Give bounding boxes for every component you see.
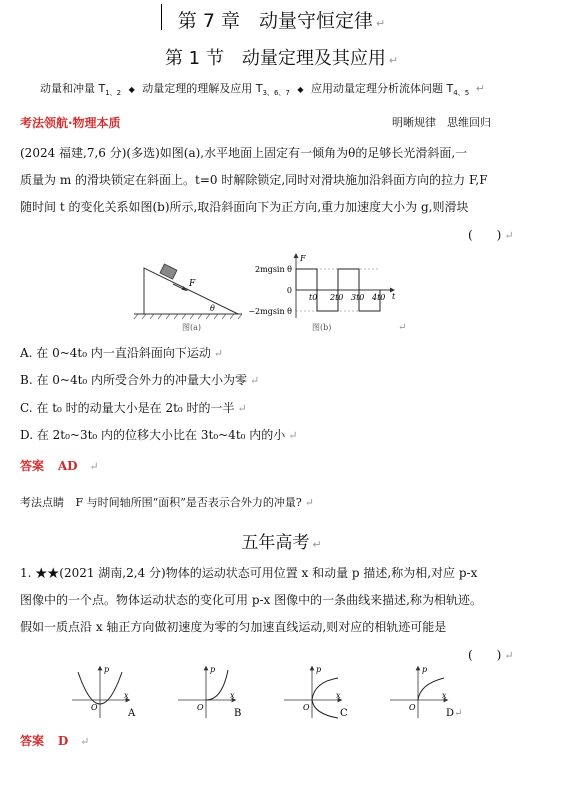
answer-line-q1: 答案 D ↵ (20, 734, 90, 748)
graph-d[interactable] (390, 665, 462, 719)
topic-nav: 动量和冲量 $T_{1、2}$ ◆ 动量定理的理解及应用 $T_{3、6、7}$ ◆ 应用动量定理分析流体问题 $T_{4、5}$ ↵ (40, 82, 485, 98)
answer-label: 答案 (20, 459, 45, 473)
question-main-line1: (2024 福建,7,6 分)(多选)如图(a),水平地面上固定有一倾角为θ的足够长光滑斜面,一 (20, 146, 468, 160)
svg-text:x: x (336, 691, 341, 700)
answer-value: AD (57, 459, 78, 473)
svg-text:x: x (442, 691, 447, 700)
answer-blank-q1: ( ) ↵ (468, 648, 514, 662)
svg-text:p: p (422, 665, 428, 674)
option-c[interactable]: C. 在 t₀ 时的动量大小是在 2t₀ 时的一半 ↵ (20, 401, 247, 415)
phase-graphs (70, 664, 490, 722)
nav-item-momentum[interactable]: 动量和冲量 $T_{1、2}$ (40, 82, 122, 98)
question-1-line1: 1. ★★(2021 湖南,2,4 分)物体的运动状态可用位置 x 和动量 p 描述,称为相,对应 p-x (20, 566, 478, 580)
question-main-line3: 随时间 t 的变化关系如图(b)所示,取沿斜面向下为正方向,重力加速度大小为 g,则滑块 (20, 200, 469, 214)
option-a[interactable]: A. 在 0~4t₀ 内一直沿斜面向下运动 ↵ (20, 346, 224, 360)
graph-c[interactable] (284, 665, 348, 719)
svg-text:↵: ↵ (398, 322, 407, 333)
figure-b-caption: 图(b) (312, 323, 332, 332)
svg-text:x: x (230, 691, 235, 700)
tip-line: 考法点睛 F 与时间轴所围“面积”是否表示合外力的冲量? ↵ (20, 496, 314, 509)
question-main-line2: 质量为 m 的滑块锁定在斜面上。t=0 时解除锁定,同时对滑块施加沿斜面方向的拉力 F,F (20, 173, 488, 187)
svg-text:x: x (124, 691, 129, 700)
svg-text:O: O (409, 703, 416, 712)
option-b[interactable]: B. 在 0~4t₀ 内所受合外力的冲量大小为零 ↵ (20, 373, 260, 387)
answer-blank: ( ) ↵ (468, 228, 514, 242)
graph-b[interactable] (178, 665, 241, 719)
force-label: F (189, 279, 196, 289)
bullet-icon: ◆ (128, 85, 135, 94)
answer-line: 答案 AD ↵ (20, 459, 99, 473)
fb-xtick-4: 4t0 (372, 293, 386, 302)
answer-value: D (57, 734, 69, 748)
tip-label: 考法点睛 (20, 496, 64, 509)
figure-ab (130, 252, 410, 336)
svg-text:p: p (210, 665, 216, 674)
graph-b-letter: B (234, 708, 242, 719)
fb-pulse-3 (338, 269, 359, 290)
graph-a-letter: A (128, 708, 136, 719)
fb-xtick-3: 3t0 (351, 293, 365, 302)
option-d[interactable]: D. 在 2t₀~3t₀ 内的位移大小比在 3t₀~4t₀ 内的小 ↵ (20, 428, 298, 442)
nav-item-theorem[interactable]: 动量定理的理解及应用 $T_{3、6、7}$ (142, 82, 290, 98)
question-1-line2: 图像中的一个点。物体运动状态的变化可用 p-x 图像中的一条曲线来描述,称为相轨迹。 (20, 593, 482, 607)
fb-y-label: F (300, 254, 306, 263)
bullet-icon: ◆ (297, 85, 304, 94)
tip-text: F 与时间轴所围“面积”是否表示合外力的冲量? (75, 496, 302, 509)
graph-a[interactable] (72, 665, 136, 719)
svg-text:↵: ↵ (454, 708, 463, 719)
guide-heading: 考法领航·物理本质 (20, 116, 121, 130)
svg-text:O: O (197, 703, 204, 712)
fb-xtick-1: t0 (309, 293, 318, 302)
answer-label: 答案 (20, 734, 45, 748)
figure-b (248, 253, 396, 332)
svg-text:p: p (316, 665, 322, 674)
fb-x-label: t (392, 292, 396, 301)
svg-text:O: O (303, 703, 310, 712)
figure-a-caption: 图(a) (182, 323, 202, 332)
fb-xtick-2: 2t0 (330, 293, 344, 302)
fb-pulse-1 (296, 269, 317, 290)
five-year-title: 五年高考 ↵ (241, 533, 322, 553)
angle-label: θ (210, 304, 215, 313)
svg-text:p: p (104, 665, 110, 674)
figure-a (134, 264, 242, 332)
section-title: 第 1 节 动量定理及其应用 ↵ (164, 48, 399, 69)
svg-text:O: O (91, 703, 98, 712)
guide-motto: 明晰规律 思维回归 (392, 116, 491, 129)
chapter-title: 第 7 章 动量守恒定律 ↵ (177, 10, 386, 32)
graph-d-letter: D (446, 708, 455, 719)
question-1-line3: 假如一质点沿 x 轴正方向做初速度为零的匀加速直线运动,则对应的相轨迹可能是 (20, 620, 447, 634)
fb-ytick-bottom: −2mgsin θ (248, 307, 292, 316)
fb-ytick-top: 2mgsin θ (255, 265, 292, 274)
nav-item-fluid[interactable]: 应用动量定理分析流体问题 $T_{4、5}$ (311, 82, 470, 98)
graph-c-letter: C (340, 708, 348, 719)
fb-ytick-zero: 0 (286, 286, 292, 295)
